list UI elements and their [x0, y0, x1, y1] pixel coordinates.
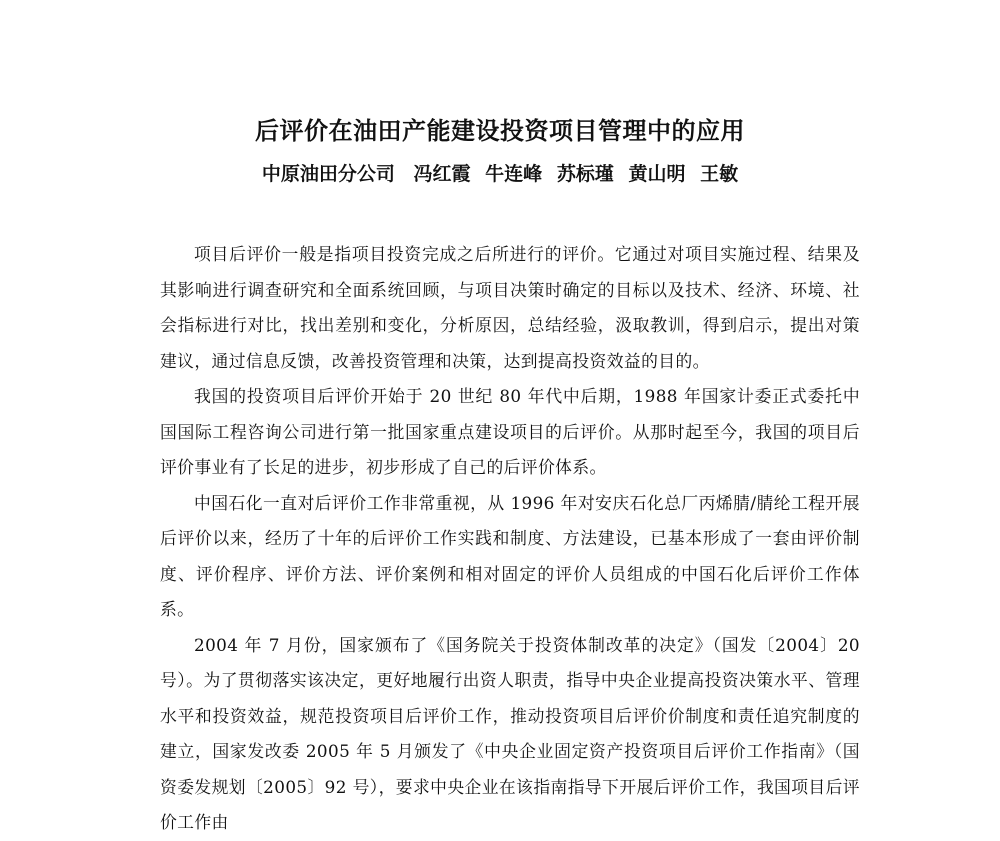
paragraph: 项目后评价一般是指项目投资完成之后所进行的评价。它通过对项目实施过程、结果及其影响进行调查研究和全面系统回顾，与项目决策时确定的目标以及技术、经济、环境、社会指标进行对比，找出差别和变化，分析原因，总结经验，汲取教训，得到启示，提出对策建议，通过信息反馈，改善投资管理和决策，达到提高投资效益的目的。 — [160, 244, 860, 371]
author-name: 黄山明 — [628, 163, 686, 185]
document-title: 后评价在油田产能建设投资项目管理中的应用 — [255, 117, 745, 145]
author-name: 冯红霞 — [413, 163, 471, 185]
body-text — [160, 237, 860, 841]
author-name: 牛连峰 — [485, 163, 543, 185]
author-name: 王敏 — [700, 163, 739, 185]
author-line — [0, 160, 1000, 188]
author-name: 苏标瑾 — [556, 163, 614, 185]
paragraph: 我国的投资项目后评价开始于 20 世纪 80 年代中后期，1988 年国家计委正式委托中国国际工程咨询公司进行第一批国家重点建设项目的后评价。从那时起至今，我国的项目后评价事业有了长足的进步，初步形成了自己的后评价体系。 — [160, 386, 860, 477]
paragraph: 中国石化一直对后评价工作非常重视，从 1996 年对安庆石化总厂丙烯腈/腈纶工程开展后评价以来，经历了十年的后评价工作实践和制度、方法建设，已基本形成了一套由评价制度、评价程序、评价方法、评价案例和相对固定的评价人员组成的中国石化后评价工作体系。 — [160, 492, 860, 619]
paragraph: 2004 年 7 月份，国家颁布了《国务院关于投资体制改革的决定》（国发〔2004〕20 号）。为了贯彻落实该决定，更好地履行出资人职责，指导中央企业提高投资决策水平、管理水平和投资效益，规范投资项目后评价工作，推动投资项目后评价价制度和责任追究制度的建立，国家发改委 2005 年 5 月颁发了《中央企业固定资产投资项目后评价工作指南》（国资委发规划〔2005〕92 号），要求中央企业在该指南指导下开展后评价工作，我国项目后评价工作由 — [160, 634, 860, 832]
author-affiliation: 中原油田分公司 — [261, 163, 395, 185]
